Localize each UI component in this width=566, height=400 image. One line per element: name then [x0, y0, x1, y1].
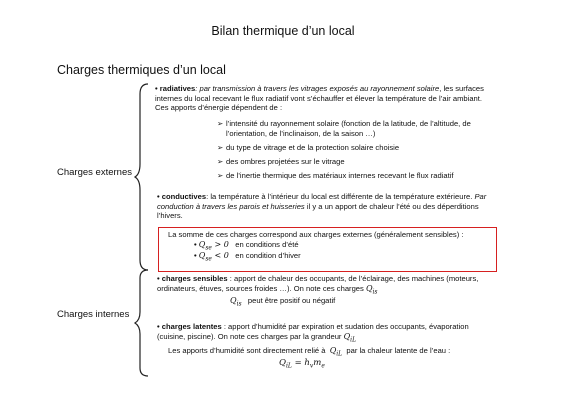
latentes-relation: Les apports d’humidité sont directement relié à $Q_{iL}$ par la chaleur latente de l’eau :	[168, 346, 451, 358]
radiatives-lead: radiatives	[159, 84, 196, 93]
sensibles-note: $Q_{is}$ peut être positif ou négatif	[230, 296, 336, 308]
page-title: Bilan thermique d’un local	[211, 24, 355, 38]
arrow-icon: ➢	[217, 171, 224, 180]
radiatives-line3: Ces apports d’énergie dépendent de :	[155, 103, 283, 113]
summary-condition-hiver: • $Q_{se} < 0$ en condition d’hiver	[194, 251, 301, 263]
brace-internes	[134, 268, 150, 378]
sensibles-lead: charges sensibles	[161, 274, 228, 283]
group-label-externes: Charges externes	[57, 167, 132, 178]
arrow-icon: ➢	[217, 119, 224, 128]
summary-condition-ete: • $Q_{se} > 0$ en conditions d’été	[194, 240, 299, 252]
radiatives-item-2: ➢ du type de vitrage et de la protection solaire choisie	[217, 143, 400, 152]
conductives-lead: conductives	[161, 192, 207, 201]
latent-heat-equation: $Q_{iL} = h_vm_e$	[279, 358, 325, 370]
conductives-paragraph: • conductives: la température à l’intérieur du local est différente de la température extérieure. Par conduction à travers les parois et huisseries il y a un apport de chaleur l’été ou des déperditions l’hivers.	[157, 192, 487, 221]
arrow-icon: ➢	[217, 143, 224, 152]
radiatives-item-4: ➢ de l’inertie thermique des matériaux internes recevant le flux radiatif	[217, 171, 454, 180]
radiatives-paragraph: • radiatives: par transmission à travers les vitrages exposés au rayonnement solaire, les surfaces internes du local recevant le flux radiatif vont s’échauffer et élever la température de l’air ambiant. Ces apports d’énergie dépendent de :	[155, 84, 515, 113]
group-label-internes: Charges internes	[57, 309, 130, 320]
sensibles-paragraph: • charges sensibles : apport de chaleur des occupants, de l’éclairage, des machines (moteurs, ordinateurs, étuves, sources froides …). On note ces charges $Q_{is}$	[157, 274, 479, 296]
brace-externes	[134, 82, 150, 272]
arrow-icon: ➢	[217, 157, 224, 166]
section-title: Charges thermiques d’un local	[57, 63, 226, 77]
radiatives-italic: : par transmission à travers les vitrages exposés au rayonnement solaire	[195, 84, 440, 93]
radiatives-line2: internes du local recevant le flux radiatif vont s’échauffer et élever la température de l’air ambiant.	[155, 93, 482, 103]
latentes-paragraph: • charges latentes : apport d’humidité par expiration et sudation des occupants, évaporation (cuisine, piscine). On note ces charges par la grandeur $Q_{iL}$	[157, 322, 469, 344]
radiatives-item-1: ➢ l’intensité du rayonnement solaire (fonction de la latitude, de l’altitude, de l’orientation, de l’inclinaison, de la saison …)	[217, 119, 471, 138]
radiatives-rest: , les surfaces	[439, 84, 484, 93]
summary-box-line1: La somme de ces charges correspond aux charges externes (généralement sensibles) :	[168, 230, 464, 239]
latentes-lead: charges latentes	[161, 322, 222, 331]
radiatives-item-3: ➢ des ombres projetées sur le vitrage	[217, 157, 345, 166]
